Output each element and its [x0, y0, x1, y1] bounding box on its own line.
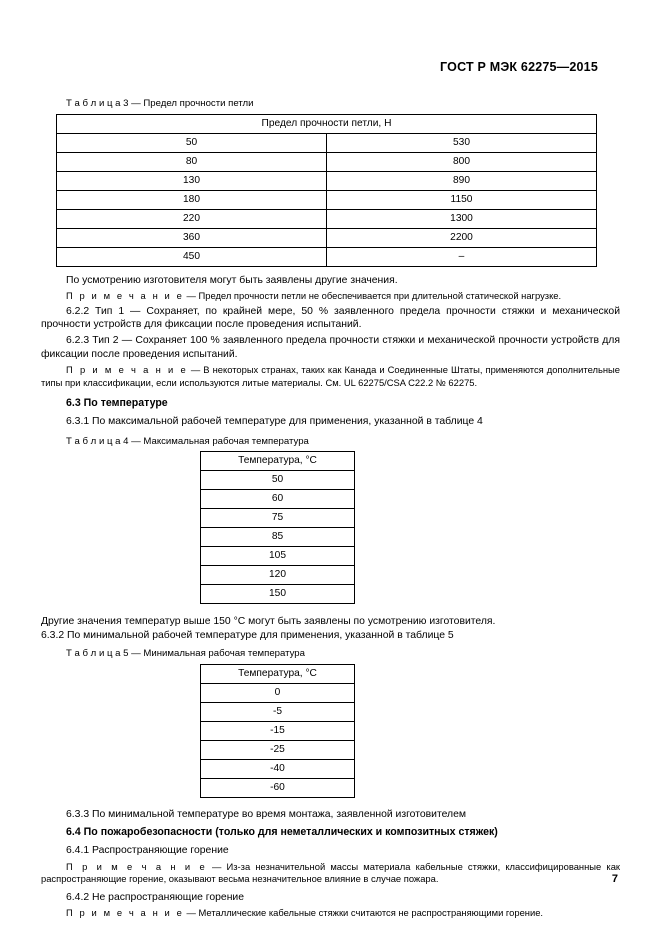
table3-cell-left: 80: [57, 152, 327, 171]
table3-cell-right: 890: [327, 171, 597, 190]
paragraph-6-3-1: 6.3.1 По максимальной рабочей температуре для применения, указанной в таблице 4: [66, 415, 483, 427]
table3-caption: Т а б л и ц а 3 — Предел прочности петли: [66, 98, 254, 109]
table4-cell: 75: [201, 509, 355, 528]
paragraph-manufacturer-discretion: По усмотрению изготовителя могут быть заявлены другие значения.: [66, 274, 398, 286]
table3-body: [57, 133, 597, 266]
table5-cell: 0: [201, 683, 355, 702]
standard-header: ГОСТ Р МЭК 62275—2015: [440, 60, 598, 74]
table3-cell-left: 50: [57, 133, 327, 152]
table3-header-row: [57, 114, 597, 133]
table3-cell-right: 2200: [327, 228, 597, 247]
table-row: [57, 247, 597, 266]
paragraph-6-2-2: 6.2.2 Тип 1 — Сохраняет, по крайней мере, 50 % заявленного предела прочности стяжки и механической прочности устройств для фиксации после проведения испытаний.: [41, 305, 620, 331]
table-row: [201, 528, 355, 547]
table5-body: [201, 683, 355, 797]
table3-cell-left: 220: [57, 209, 327, 228]
table3-header-cell: Предел прочности петли, Н: [57, 114, 597, 133]
paragraph-6-4-1: 6.4.1 Распространяющие горение: [66, 845, 229, 857]
table3-cell-left: 360: [57, 228, 327, 247]
note-text: — Из-за незначительной массы материала кабельные стяжки, классифицированные как распространяющие горение, оказывают весьма незначительное влияние в случае пожара.: [41, 860, 621, 885]
table-row: [201, 547, 355, 566]
table5-min-operating-temperature: [200, 664, 355, 798]
note-hinge-strength: [41, 290, 620, 303]
table3-cell-left: 130: [57, 171, 327, 190]
table5-header-cell: Температура, °С: [201, 664, 355, 683]
note-text: — Предел прочности петли не обеспечивается при длительной статической нагрузке.: [183, 290, 562, 302]
note-text: — В некоторых странах, таких как Канада и Соединенные Штаты, применяются дополнительные типы при классификации, если используются литые материалы. См. UL 62275/CSA C22.2 № 62275.: [41, 364, 620, 388]
table5-cell: -60: [201, 778, 355, 797]
heading-6-3-temperature: 6.3 По температуре: [66, 397, 168, 410]
note-text: — Металлические кабельные стяжки считаются не распространяющими горение.: [183, 907, 544, 919]
table5-cell: -40: [201, 759, 355, 778]
table3-cell-right: 1300: [327, 209, 597, 228]
paragraph-6-3-3: 6.3.3 По минимальной температуре во время монтажа, заявленной изготовителем: [66, 808, 467, 820]
table5-cell: -15: [201, 721, 355, 740]
paragraph-other-temperatures: Другие значения температур выше 150 °С могут быть заявлены по усмотрению изготовителя.: [41, 616, 496, 628]
table-row: [201, 683, 355, 702]
table5-caption: Т а б л и ц а 5 — Минимальная рабочая температура: [66, 648, 305, 660]
table3-cell-left: 180: [57, 190, 327, 209]
table4-cell: 120: [201, 566, 355, 585]
table3-cell-right: –: [327, 247, 597, 266]
table-row: [201, 471, 355, 490]
table3-cell-right: 1150: [327, 190, 597, 209]
table-row: [57, 190, 597, 209]
paragraph-6-3-2: 6.3.2 По минимальной рабочей температуре для применения, указанной в таблице 5: [41, 629, 454, 641]
note-additional-types: [41, 364, 620, 389]
table-row: [201, 585, 355, 604]
table-row: [201, 509, 355, 528]
note-label: П р и м е ч а н и е: [66, 907, 184, 919]
table-row: [201, 759, 355, 778]
page-number: 7: [611, 873, 618, 885]
table5-header-row: [201, 664, 355, 683]
table4-max-operating-temperature: [200, 451, 355, 604]
table4-cell: 105: [201, 547, 355, 566]
table-row: [57, 133, 597, 152]
table4-caption: Т а б л и ц а 4 — Максимальная рабочая температура: [66, 435, 309, 447]
table-row: [57, 152, 597, 171]
table-row: [57, 228, 597, 247]
table3-cell-left: 450: [57, 247, 327, 266]
table-row: [201, 721, 355, 740]
table4-header-cell: Температура, °С: [201, 452, 355, 471]
note-label: П р и м е ч а н и е: [66, 364, 188, 376]
table-row: [201, 702, 355, 721]
note-non-flame-propagating: [41, 907, 620, 920]
table3-cell-right: 800: [327, 152, 597, 171]
table3-hinge-strength: [56, 114, 597, 267]
table4-cell: 50: [201, 471, 355, 490]
heading-6-4-fire-safety: 6.4 По пожаробезопасности (только для неметаллических и композитных стяжек): [66, 825, 498, 838]
table4-cell: 85: [201, 528, 355, 547]
table4-cell: 150: [201, 585, 355, 604]
table4-body: [201, 471, 355, 604]
table-row: [57, 171, 597, 190]
paragraph-6-2-3: 6.2.3 Тип 2 — Сохраняет 100 % заявленного предела прочности стяжки и механической прочности устройств для фиксации после проведения испытаний.: [41, 334, 620, 360]
page-content: [41, 88, 620, 920]
table4-header-row: [201, 452, 355, 471]
table5-cell: -25: [201, 740, 355, 759]
table-row: [201, 566, 355, 585]
table-row: [201, 740, 355, 759]
table5-cell: -5: [201, 702, 355, 721]
note-label: П р и м е ч а н и е: [66, 290, 184, 302]
table4-cell: 60: [201, 490, 355, 509]
note-label: П р и м е ч а н и е: [66, 860, 207, 872]
note-flame-propagating: [41, 861, 620, 886]
table-row: [201, 490, 355, 509]
paragraph-6-4-2: 6.4.2 Не распространяющие горение: [66, 891, 245, 903]
table3-cell-right: 530: [327, 133, 597, 152]
table-row: [201, 778, 355, 797]
table-row: [57, 209, 597, 228]
